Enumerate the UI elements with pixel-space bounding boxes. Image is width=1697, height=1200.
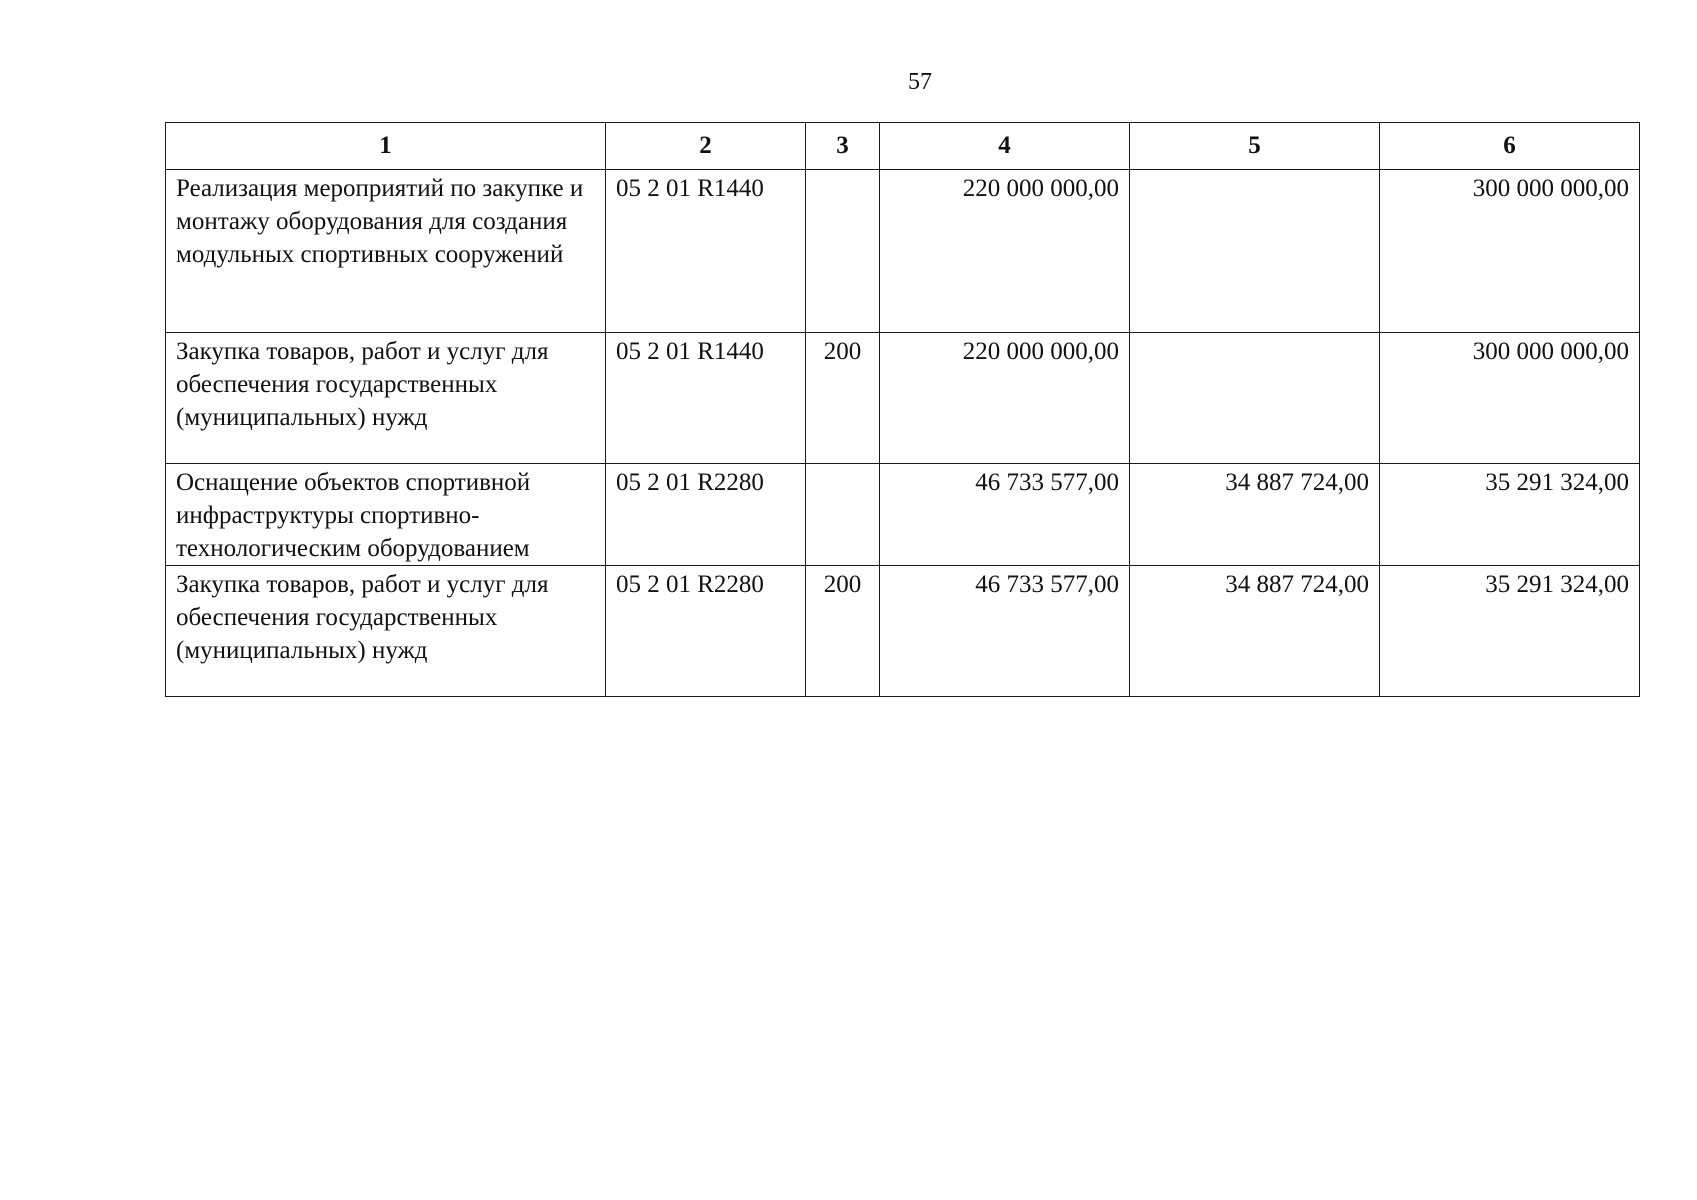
row-code: 05 2 01 R2280: [606, 566, 806, 697]
row-name: Оснащение объектов спортивной инфраструктуры спортивно-технологическим оборудованием: [166, 464, 606, 566]
row-value-5: 34 887 724,00: [1130, 464, 1380, 566]
row-name: Закупка товаров, работ и услуг для обеспечения государственных (муниципальных) нужд: [166, 566, 606, 697]
row-name: Реализация мероприятий по закупке и монтажу оборудования для создания модульных спортивных сооружений: [166, 170, 606, 333]
row-type: [806, 464, 880, 566]
row-value-5: 34 887 724,00: [1130, 566, 1380, 697]
column-header-6: 6: [1380, 123, 1640, 170]
table-row: [166, 464, 1640, 566]
column-header-4: 4: [880, 123, 1130, 170]
table-header-row: [166, 123, 1640, 170]
row-value-4: 220 000 000,00: [880, 170, 1130, 333]
row-code: 05 2 01 R1440: [606, 170, 806, 333]
row-value-4: 46 733 577,00: [880, 566, 1130, 697]
table-row: [166, 566, 1640, 697]
column-header-3: 3: [806, 123, 880, 170]
row-value-6: 300 000 000,00: [1380, 333, 1640, 464]
row-value-4: 220 000 000,00: [880, 333, 1130, 464]
row-code: 05 2 01 R2280: [606, 464, 806, 566]
row-value-6: 35 291 324,00: [1380, 566, 1640, 697]
row-code: 05 2 01 R1440: [606, 333, 806, 464]
table-row: [166, 170, 1640, 333]
page-number: 57: [908, 69, 932, 95]
row-value-6: 300 000 000,00: [1380, 170, 1640, 333]
column-header-5: 5: [1130, 123, 1380, 170]
table-row: [166, 333, 1640, 464]
column-header-1: 1: [166, 123, 606, 170]
row-value-5: [1130, 333, 1380, 464]
row-name: Закупка товаров, работ и услуг для обеспечения государственных (муниципальных) нужд: [166, 333, 606, 464]
row-type: [806, 170, 880, 333]
row-value-6: 35 291 324,00: [1380, 464, 1640, 566]
row-type: 200: [806, 333, 880, 464]
row-type: 200: [806, 566, 880, 697]
column-header-2: 2: [606, 123, 806, 170]
row-value-4: 46 733 577,00: [880, 464, 1130, 566]
row-value-5: [1130, 170, 1380, 333]
budget-table: [165, 122, 1640, 697]
